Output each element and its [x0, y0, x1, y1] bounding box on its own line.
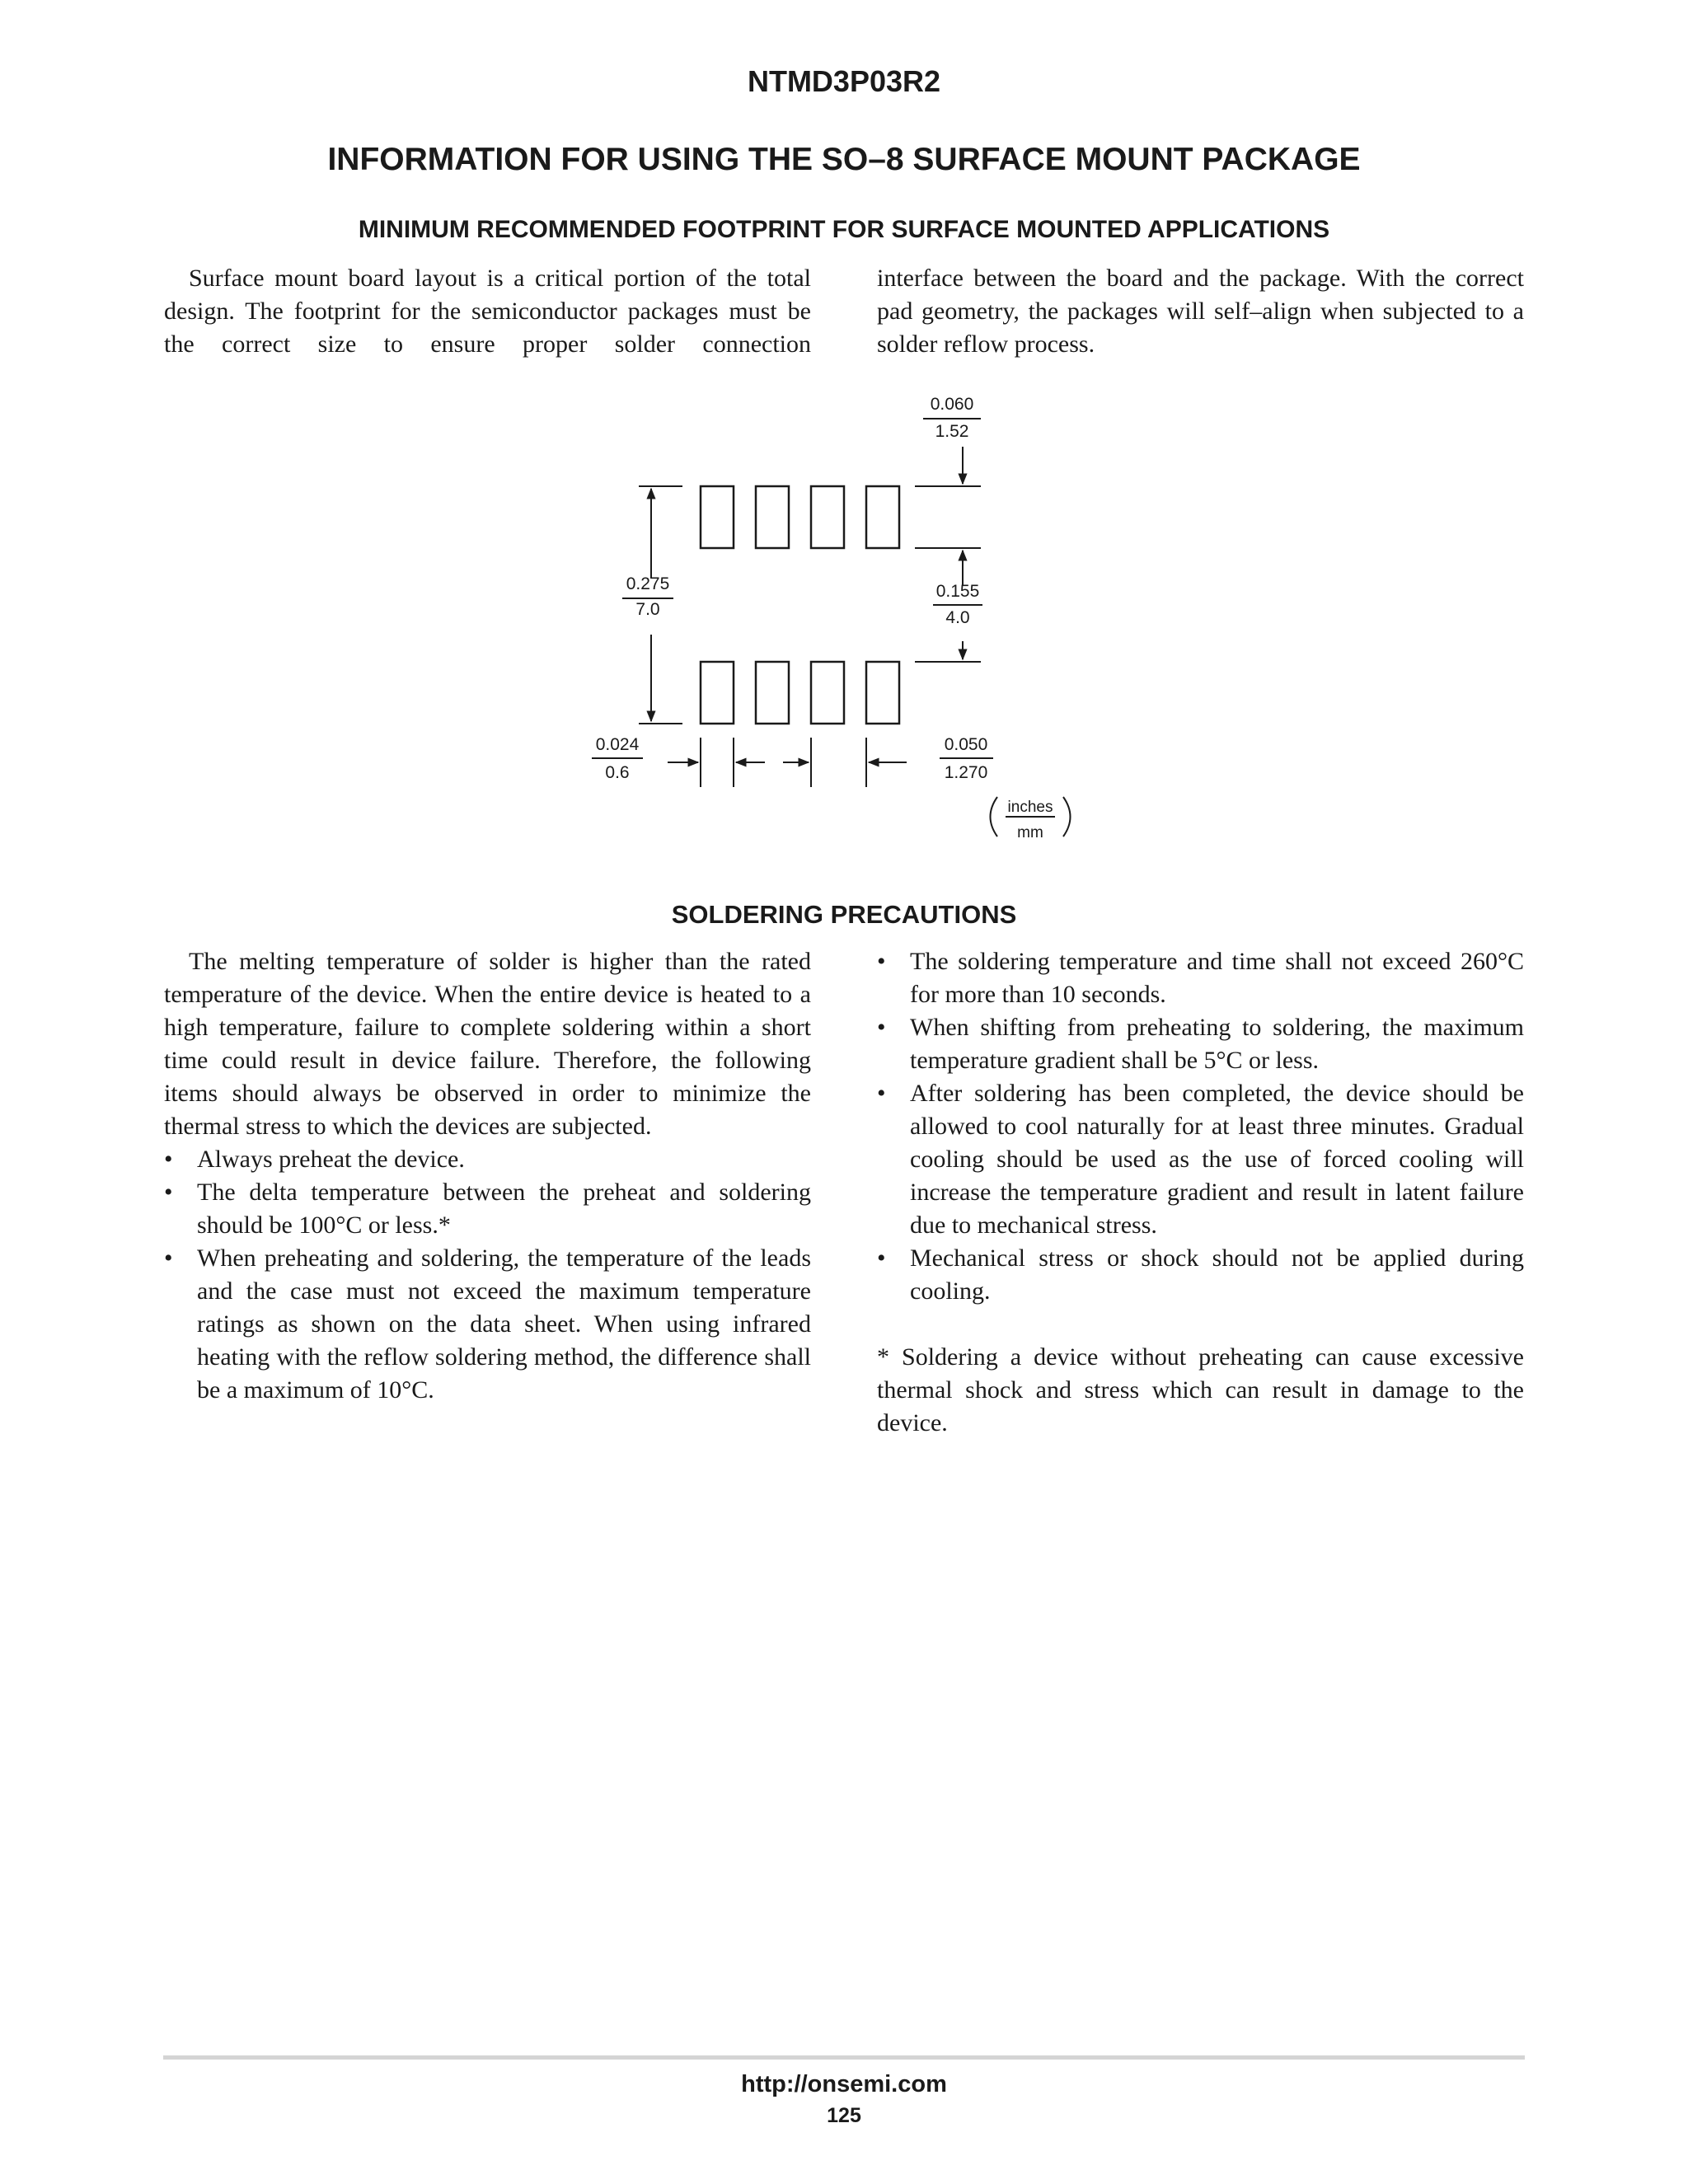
bullet-item: • The soldering temperature and time shall not exceed 260°C for more than 10 seconds.: [877, 945, 1524, 1011]
footer-divider: [163, 2055, 1525, 2060]
soldering-intro-paragraph: The melting temperature of solder is higher than the rated temperature of the device. When the entire device is heated to a high temperature, failure to complete soldering within a short time could result in device failure. Therefore, the following items should always be observed in order to minimize the thermal stress to which the devices are subjected.: [164, 948, 811, 1140]
pad-bottom-4: [866, 662, 899, 724]
footprint-paragraph-left: Surface mount board layout is a critical portion of the total design. The footprint for the semiconductor packages must be the correct size to ensure proper solder connection: [164, 265, 811, 358]
pad-top-4: [866, 486, 899, 548]
pitch-inches-label: 0.050: [944, 735, 988, 754]
soldering-column-left: [164, 945, 811, 1407]
pad-top-2: [756, 486, 789, 548]
soldering-column-right: [877, 945, 1524, 1440]
pad-length-inches-label: 0.060: [930, 395, 974, 414]
pad-width-inches-label: 0.024: [595, 735, 640, 754]
bullet-item: • Mechanical stress or shock should not be applied during cooling.: [877, 1242, 1524, 1308]
pad-top-1: [701, 486, 734, 548]
pad-length-mm-label: 1.52: [935, 422, 969, 441]
footprint-text-left: [164, 262, 811, 361]
overall-span-mm-label: 7.0: [635, 600, 660, 619]
pad-bottom-2: [756, 662, 789, 724]
bullet-item: • The delta temperature between the preheat and soldering should be 100°C or less.*: [164, 1176, 811, 1242]
pad-top-3: [811, 486, 844, 548]
units-legend-left-paren: [991, 797, 998, 837]
footprint-heading: MINIMUM RECOMMENDED FOOTPRINT FOR SURFACE MOUNTED APPLICATIONS: [358, 216, 1330, 243]
footprint-diagram: [577, 387, 1104, 865]
pitch-mm-label: 1.270: [944, 763, 988, 782]
footprint-text-right: [877, 262, 1524, 361]
units-legend-bottom: mm: [1017, 824, 1043, 841]
soldering-footnote: * Soldering a device without preheating can cause excessive thermal shock and stress which can result in damage to the device.: [877, 1343, 1524, 1436]
overall-span-inches-label: 0.275: [626, 574, 670, 593]
pad-width-mm-label: 0.6: [605, 763, 630, 782]
bullet-item: • Always preheat the device.: [164, 1143, 811, 1176]
row-gap-mm-label: 4.0: [945, 608, 970, 627]
soldering-bullets-right: [877, 945, 1524, 1308]
soldering-heading: SOLDERING PRECAUTIONS: [671, 900, 1017, 929]
bullet-item: • After soldering has been completed, the device should be allowed to cool naturally for at least three minutes. Gradual cooling should be used as the use of forced cooling will increase the temperature gradient and result in latent failure due to mechanical stress.: [877, 1077, 1524, 1242]
page-number: 125: [827, 2104, 861, 2127]
footer-url-link[interactable]: http://onsemi.com: [741, 2071, 947, 2097]
soldering-bullets-left: [164, 1143, 811, 1407]
page-title: INFORMATION FOR USING THE SO–8 SURFACE MOUNT PACKAGE: [327, 142, 1361, 177]
part-number: NTMD3P03R2: [747, 64, 941, 98]
row-gap-inches-label: 0.155: [935, 582, 980, 601]
bullet-item: • When preheating and soldering, the temperature of the leads and the case must not exceed the maximum temperature ratings as shown on the data sheet. When using infrared heating with the reflow soldering method, the difference shall be a maximum of 10°C.: [164, 1242, 811, 1407]
pad-bottom-3: [811, 662, 844, 724]
pad-bottom-1: [701, 662, 734, 724]
bullet-item: • When shifting from preheating to soldering, the maximum temperature gradient shall be 5°C or less.: [877, 1011, 1524, 1077]
units-legend-top: inches: [1007, 799, 1053, 816]
units-legend-right-paren: [1063, 797, 1071, 837]
footprint-paragraph-right: interface between the board and the package. With the correct pad geometry, the packages will self–align when subjected to a solder reflow process.: [877, 265, 1524, 358]
